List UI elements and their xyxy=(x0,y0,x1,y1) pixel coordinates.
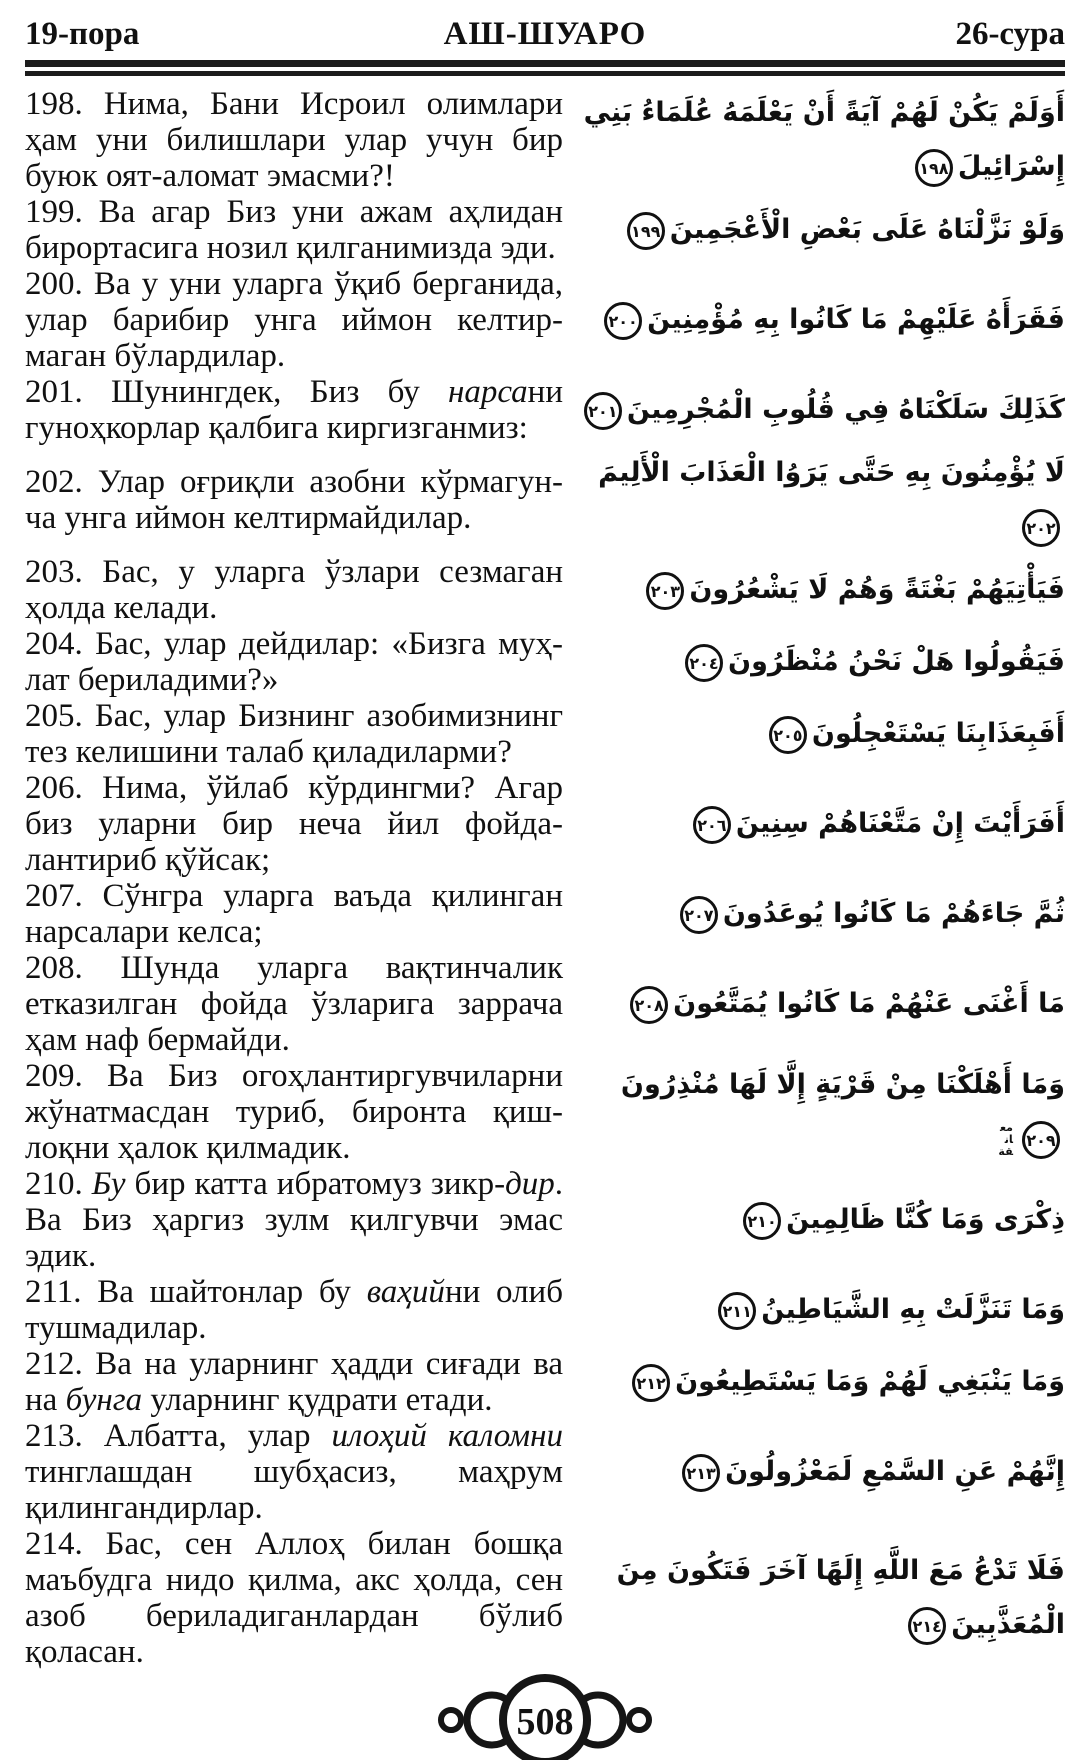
surah-number-label: 26-сура xyxy=(955,16,1065,52)
verse-row-208 xyxy=(25,950,1065,1058)
ayah-number-badge: ٢١٤ xyxy=(908,1607,946,1645)
verse-row-201 xyxy=(25,374,1065,446)
arabic-verse-207 xyxy=(577,887,1065,941)
ornament-left-ring xyxy=(441,1710,461,1730)
arabic-verse-199 xyxy=(577,203,1065,257)
verse-row-205 xyxy=(25,698,1065,770)
arabic-text: فَيَأْتِيَهُمْ بَغْتَةً وَهُمْ لَا يَشْعُرُونَ xyxy=(689,574,1065,606)
ayah-number-badge: ٢٠٧ xyxy=(680,896,718,934)
ornament-right-ring xyxy=(629,1710,649,1730)
page-number-ornament xyxy=(430,1672,660,1760)
arabic-text: كَذَلِكَ سَلَكْنَاهُ فِي قُلُوبِ الْمُجْرِمِينَ xyxy=(626,394,1065,426)
uzbek-translation-212 xyxy=(25,1346,563,1418)
arabic-text: وَمَا يَنْبَغِي لَهُمْ وَمَا يَسْتَطِيعُونَ xyxy=(675,1366,1065,1398)
uzbek-text-segment: уларнинг қудрати етади. xyxy=(142,1382,493,1419)
verse-row-204 xyxy=(25,626,1065,698)
ayah-number-badge: ٢٠٥ xyxy=(769,716,807,754)
arabic-verse-206 xyxy=(577,797,1065,851)
ayah-number-badge: ٢١٠ xyxy=(743,1202,781,1240)
verse-row-206 xyxy=(25,770,1065,878)
arabic-verse-200 xyxy=(577,293,1065,347)
page-header xyxy=(25,16,1065,52)
arabic-verse-208 xyxy=(577,977,1065,1031)
page-number: 508 xyxy=(516,1701,574,1744)
arabic-text: ثُمَّ جَاءَهُمْ مَا كَانُوا يُوعَدُونَ xyxy=(722,898,1065,930)
arabic-text: وَمَا أَهْلَكْنَا مِنْ قَرْيَةٍ إِلَّا لَهَا مُنْذِرُونَ xyxy=(620,1069,1065,1101)
arabic-text: وَلَوْ نَزَّلْنَاهُ عَلَى بَعْضِ الْأَعْجَمِينَ xyxy=(669,214,1065,246)
uzbek-translation-213 xyxy=(25,1418,563,1526)
uzbek-translation-201 xyxy=(25,374,563,446)
surah-title: АШ-ШУАРО xyxy=(443,16,647,52)
verse-row-209 xyxy=(25,1058,1065,1166)
uzbek-translation-204 xyxy=(25,626,563,698)
arabic-text: مَا أَغْنَى عَنْهُمْ مَا كَانُوا يُمَتَّعُونَ xyxy=(673,988,1065,1020)
arabic-text: لَا يُؤْمِنُونَ بِهِ حَتَّى يَرَوُا الْعَذَابَ الْأَلِيمَ xyxy=(598,457,1065,489)
arabic-verse-214 xyxy=(577,1544,1065,1652)
arabic-verse-204 xyxy=(577,635,1065,689)
verse-row-213 xyxy=(25,1418,1065,1526)
uzbek-text-segment: 208. Шунда уларга вақтинчалик етказилган фойда ўзларига заррача ҳам наф бермайди. xyxy=(25,950,563,1059)
ayah-number-badge: ٢٠٣ xyxy=(646,572,684,610)
ayah-number-badge: ٢١١ xyxy=(718,1292,756,1330)
uzbek-translation-205 xyxy=(25,698,563,770)
arabic-text: فَيَقُولُوا هَلْ نَحْنُ مُنْظَرُونَ xyxy=(728,646,1065,678)
uzbek-italic-segment: Бу xyxy=(91,1166,126,1203)
ayah-number-badge: ٢٠١ xyxy=(584,392,622,430)
ayah-number-badge: ٢٠٢ xyxy=(1022,509,1060,547)
verse-row-202 xyxy=(25,446,1065,554)
arabic-verse-213 xyxy=(577,1445,1065,1499)
ayah-number-badge: ٢٠٨ xyxy=(630,986,668,1024)
header-divider-rule xyxy=(25,60,1065,76)
uzbek-italic-segment: бунга xyxy=(65,1382,143,1419)
verse-row-203 xyxy=(25,554,1065,626)
uzbek-text-segment: ни гуноҳкорлар қалбига киргизганмиз: xyxy=(25,374,563,447)
uzbek-text-segment: 209. Ва Биз огоҳлантиргувчиларни жўнатмасдан туриб, биронта қиш-лоқни ҳалок қилмадик. xyxy=(25,1058,563,1167)
arabic-text: فَقَرَأَهُ عَلَيْهِمْ مَا كَانُوا بِهِ مُؤْمِنِينَ xyxy=(647,304,1065,336)
ayah-number-badge: ١٩٩ xyxy=(627,212,665,250)
uzbek-italic-segment: ваҳий xyxy=(366,1274,445,1311)
uzbek-text-segment: 213. Албатта, улар xyxy=(25,1418,332,1455)
uzbek-text-segment: 212. Ва на уларнинг ҳадди сиғади ва на xyxy=(25,1346,563,1419)
uzbek-text-segment: . Ва Биз ҳаргиз зулм қилгувчи эмас эдик. xyxy=(25,1166,564,1275)
arabic-text: وَمَا تَنَزَّلَتْ بِهِ الشَّيَاطِينُ xyxy=(761,1294,1065,1326)
uzbek-text-segment: 211. Ва шайтонлар бу xyxy=(25,1274,367,1311)
uzbek-text-segment: тинглашдан шубҳасиз, маҳрум қилингандирлар. xyxy=(25,1454,563,1527)
uzbek-translation-202 xyxy=(25,464,563,536)
uzbek-translation-211 xyxy=(25,1274,563,1346)
arabic-verse-203 xyxy=(577,563,1065,617)
ayah-number-badge: ٢٠٤ xyxy=(685,644,723,682)
uzbek-translation-209 xyxy=(25,1058,563,1166)
uzbek-translation-208 xyxy=(25,950,563,1058)
uzbek-text-segment: 205. Бас, улар Бизнинг азобимизнинг тез келишини талаб қиладиларми? xyxy=(25,698,563,771)
arabic-verse-209 xyxy=(577,1058,1065,1166)
arabic-verse-210 xyxy=(577,1193,1065,1247)
uzbek-translation-203 xyxy=(25,554,563,626)
uzbek-translation-207 xyxy=(25,878,563,950)
uzbek-text-segment: 199. Ва агар Биз уни ажам аҳлидан бирортасига нозил қилганимизда эди. xyxy=(25,194,563,267)
arabic-verse-205 xyxy=(577,707,1065,761)
uzbek-italic-segment: нарса xyxy=(448,374,528,411)
ayah-number-badge: ٢٠٦ xyxy=(693,806,731,844)
uzbek-translation-210 xyxy=(25,1166,563,1274)
uzbek-translation-200 xyxy=(25,266,563,374)
uzbek-translation-199 xyxy=(25,194,563,266)
arabic-text: فَلَا تَدْعُ مَعَ اللَّهِ إِلَهًا آخَرَ فَتَكُونَ مِنَ الْمُعَذَّبِينَ xyxy=(616,1555,1065,1641)
arabic-verse-202 xyxy=(577,446,1065,554)
verses-container xyxy=(25,86,1065,1670)
arabic-verse-212 xyxy=(577,1355,1065,1409)
page-footer xyxy=(25,1672,1065,1760)
uzbek-text-segment: 200. Ва у уни уларга ўқиб берганида, улар барибир унга иймон келтир-маган бўлардилар. xyxy=(25,266,563,375)
uzbek-italic-segment: дир xyxy=(505,1166,555,1203)
uzbek-text-segment: 204. Бас, улар дейдилар: «Бизга муҳ-лат бериладими?» xyxy=(25,626,563,699)
arabic-verse-201 xyxy=(577,383,1065,437)
verse-row-211 xyxy=(25,1274,1065,1346)
uzbek-translation-206 xyxy=(25,770,563,878)
verse-row-212 xyxy=(25,1346,1065,1418)
verse-row-207 xyxy=(25,878,1065,950)
verse-row-210 xyxy=(25,1166,1065,1274)
ayah-number-badge: ٢١٢ xyxy=(632,1364,670,1402)
arabic-text: ذِكْرَى وَمَا كُنَّا ظَالِمِينَ xyxy=(786,1204,1065,1236)
uzbek-translation-214 xyxy=(25,1526,563,1670)
arabic-text: أَفَرَأَيْتَ إِنْ مَتَّعْنَاهُمْ سِنِينَ xyxy=(735,808,1065,840)
uzbek-text-segment: 198. Нима, Бани Исроил олимлари ҳам уни билишлари улар учун бир буюк оят-аломат эмасми?! xyxy=(25,86,563,195)
uzbek-text-segment: ни олиб тушмадилар. xyxy=(25,1274,563,1347)
arabic-verse-211 xyxy=(577,1283,1065,1337)
verse-row-200 xyxy=(25,266,1065,374)
uzbek-translation-198 xyxy=(25,86,563,194)
ayah-number-badge: ٢٠٠ xyxy=(604,302,642,340)
muanaqah-margin-note: معانقة xyxy=(998,1121,1013,1158)
verse-row-199 xyxy=(25,194,1065,266)
ayah-number-badge: ٢٠٩ xyxy=(1022,1121,1060,1159)
uzbek-text-segment: 201. Шунингдек, Биз бу xyxy=(25,374,448,411)
arabic-text: أَوَلَمْ يَكُنْ لَهُمْ آيَةً أَنْ يَعْلَمَهُ عُلَمَاءُ بَنِي إِسْرَائِيلَ xyxy=(583,97,1065,183)
arabic-text: أَفَبِعَذَابِنَا يَسْتَعْجِلُونَ xyxy=(811,718,1065,750)
arabic-text: إِنَّهُمْ عَنِ السَّمْعِ لَمَعْزُولُونَ xyxy=(725,1456,1065,1488)
arabic-verse-198 xyxy=(577,86,1065,194)
uzbek-text-segment: 207. Сўнгра уларга ваъда қилинган нарсалари келса; xyxy=(25,878,563,951)
uzbek-italic-segment: илоҳий каломни xyxy=(331,1418,563,1455)
uzbek-text-segment: 206. Нима, ўйлаб кўрдингми? Агар биз уларни бир неча йил фойда-лантириб қўйсак; xyxy=(25,770,563,879)
uzbek-text-segment: 214. Бас, сен Аллоҳ билан бошқа маъбудга нидо қилма, акс ҳолда, сен азоб бериладиганлардан бўлиб қоласан. xyxy=(25,1526,563,1671)
uzbek-text-segment: 203. Бас, у уларга ўзлари сезмаган ҳолда келади. xyxy=(25,554,563,627)
juz-label: 19-пора xyxy=(25,16,140,52)
ayah-number-badge: ٢١٣ xyxy=(682,1454,720,1492)
uzbek-text-segment: 202. Улар оғриқли азобни кўрмагун-ча унга иймон келтирмайдилар. xyxy=(25,464,563,537)
verse-row-214 xyxy=(25,1526,1065,1670)
verse-row-198 xyxy=(25,86,1065,194)
ayah-number-badge: ١٩٨ xyxy=(915,149,953,187)
uzbek-text-segment: бир катта ибратомуз зикр- xyxy=(125,1166,506,1203)
uzbek-text-segment: 210. xyxy=(25,1166,92,1203)
